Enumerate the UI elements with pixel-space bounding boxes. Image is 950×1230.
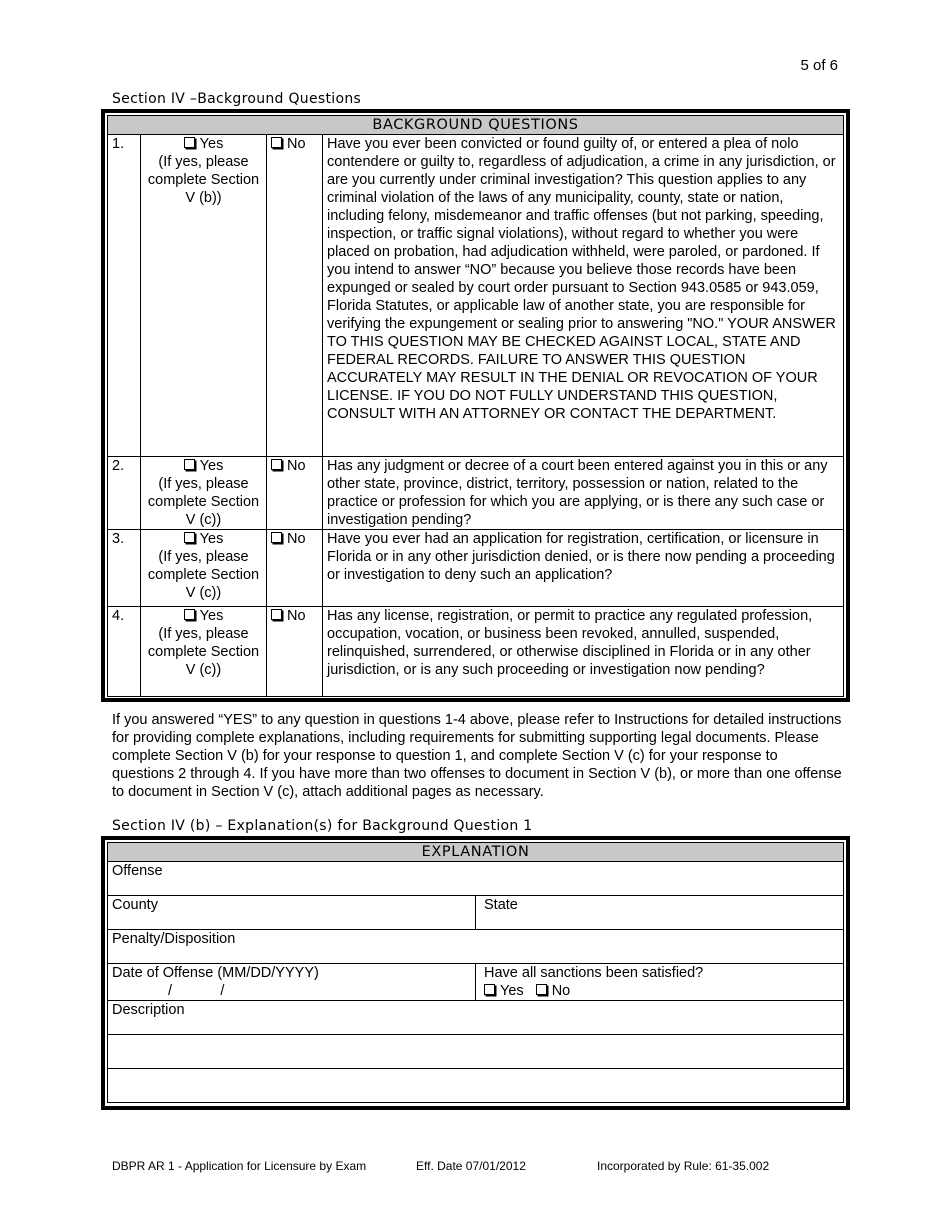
question-number: 2.	[108, 457, 141, 530]
description-line[interactable]	[108, 1069, 844, 1103]
county-field[interactable]	[108, 896, 476, 930]
date-placeholder: / /	[168, 983, 225, 999]
state-field[interactable]	[476, 896, 844, 930]
page-number: 5 of 6	[800, 57, 838, 74]
description-label: Description	[112, 1002, 185, 1018]
question-row	[108, 530, 844, 607]
sanctions-yes-label: Yes	[500, 983, 524, 999]
sanctions-no-label: No	[551, 983, 571, 999]
question-text: Have you ever been convicted or found guilty of, or entered a plea of nolo contendere or guilty to, regardless of adjudication, a crime in any jurisdiction, or are you currently under criminal investigation? This question applies to any criminal violation of the laws of any municipality, county, state or nation, including felony, misdemeanor and traffic offenses (but not parking, speeding, inspection, or traffic signal violations), without regard to whether you were placed on probation, had adjudication withheld, were paroled, or pardoned. If you intend to answer “NO” because you believe those records have been expunged or sealed by court order pursuant to Section 943.0585 or 943.059, Florida Statutes, or applicable law of another state, you are responsible for verifying the expungement or sealing prior to answering "NO." YOUR ANSWER TO THIS QUESTION MAY BE CHECKED AGAINST LOCAL, STATE AND FEDERAL RECORDS. FAILURE TO ANSWER THIS QUESTION ACCURATELY MAY RESULT IN THE DENIAL OR REVOCATION OF YOUR LICENSE. IF YOU DO NOT FULLY UNDERSTAND THIS QUESTION, CONSULT WITH AN ATTORNEY OR CONTACT THE DEPARTMENT.	[323, 135, 844, 457]
yes-label: Yes	[199, 136, 224, 152]
yes-note: (If yes, please complete Section V (b))	[147, 154, 260, 206]
no-checkbox[interactable]	[271, 459, 282, 470]
question-text: Have you ever had an application for registration, certification, or licensure in Florida or in any other jurisdiction denied, or is there now pending a proceeding or investigation to deny such an application?	[323, 530, 844, 607]
question-number: 4.	[108, 607, 141, 697]
yes-checkbox[interactable]	[184, 532, 195, 543]
footer-eff-date: Eff. Date 07/01/2012	[416, 1159, 526, 1173]
yes-note: (If yes, please complete Section V (c))	[147, 626, 260, 678]
section-iv-title: Section IV –Background Questions	[112, 91, 362, 107]
sanctions-label: Have all sanctions been satisfied?	[484, 965, 704, 981]
no-cell	[267, 530, 323, 607]
yes-checkbox[interactable]	[184, 459, 195, 470]
no-label: No	[287, 458, 306, 474]
yes-cell	[141, 530, 267, 607]
background-questions-header: BACKGROUND QUESTIONS	[108, 116, 844, 135]
yes-label: Yes	[199, 608, 224, 624]
instructions-paragraph: If you answered “YES” to any question in questions 1-4 above, please refer to Instructions for detailed instructions for providing complete explanations, including requirements for submitting supporting legal documents. Please complete Section V (b) for your response to question 1, and complete Section V (c) for your response to questions 2 through 4. If you have more than two offenses to document in Section V (b), or more than one offense to document in Section V (c), attach additional pages as necessary.	[112, 712, 842, 800]
state-label: State	[484, 897, 518, 913]
explanation-header: EXPLANATION	[108, 843, 844, 862]
no-checkbox[interactable]	[271, 609, 282, 620]
offense-field[interactable]	[108, 862, 844, 896]
yes-checkbox[interactable]	[184, 137, 195, 148]
question-number: 3.	[108, 530, 141, 607]
description-line[interactable]	[108, 1035, 844, 1069]
sanctions-yes-checkbox[interactable]	[484, 984, 495, 995]
date-of-offense-field[interactable]	[108, 964, 476, 1001]
yes-cell	[141, 607, 267, 697]
question-number: 1.	[108, 135, 141, 457]
no-cell	[267, 607, 323, 697]
penalty-field[interactable]	[108, 930, 844, 964]
sanctions-field	[476, 964, 844, 1001]
yes-label: Yes	[199, 458, 224, 474]
no-label: No	[287, 531, 306, 547]
penalty-label: Penalty/Disposition	[112, 931, 236, 947]
question-text: Has any license, registration, or permit to practice any regulated profession, occupation, vocation, or business been revoked, annulled, suspended, relinquished, surrendered, or otherwise disciplined in Florida or in any other jurisdiction, or is any such proceeding or investigation now pending?	[323, 607, 844, 697]
description-field[interactable]	[108, 1001, 844, 1035]
no-checkbox[interactable]	[271, 532, 282, 543]
yes-checkbox[interactable]	[184, 609, 195, 620]
background-questions-table	[101, 109, 850, 702]
question-row	[108, 607, 844, 697]
yes-note: (If yes, please complete Section V (c))	[147, 476, 260, 528]
no-checkbox[interactable]	[271, 137, 282, 148]
question-text: Has any judgment or decree of a court been entered against you in this or any other state, province, district, territory, possession or nation, related to the practice or profession for which you are applying, or is there any such case or investigation pending?	[323, 457, 844, 530]
question-row	[108, 135, 844, 457]
yes-cell	[141, 135, 267, 457]
yes-note: (If yes, please complete Section V (c))	[147, 549, 260, 601]
offense-label: Offense	[112, 863, 163, 879]
footer-form-name: DBPR AR 1 - Application for Licensure by Exam	[112, 1159, 367, 1173]
date-label: Date of Offense (MM/DD/YYYY)	[112, 965, 319, 981]
yes-cell	[141, 457, 267, 530]
question-row	[108, 457, 844, 530]
explanation-grid	[107, 842, 844, 1103]
footer-rule: Incorporated by Rule: 61-35.002	[597, 1159, 770, 1173]
section-iv-b-title: Section IV (b) – Explanation(s) for Background Question 1	[112, 818, 533, 834]
sanctions-no-checkbox[interactable]	[536, 984, 547, 995]
no-label: No	[287, 608, 306, 624]
background-questions-grid	[107, 115, 844, 697]
county-label: County	[112, 897, 158, 913]
no-cell	[267, 135, 323, 457]
yes-label: Yes	[199, 531, 224, 547]
no-label: No	[287, 136, 306, 152]
explanation-table	[101, 836, 850, 1110]
no-cell	[267, 457, 323, 530]
